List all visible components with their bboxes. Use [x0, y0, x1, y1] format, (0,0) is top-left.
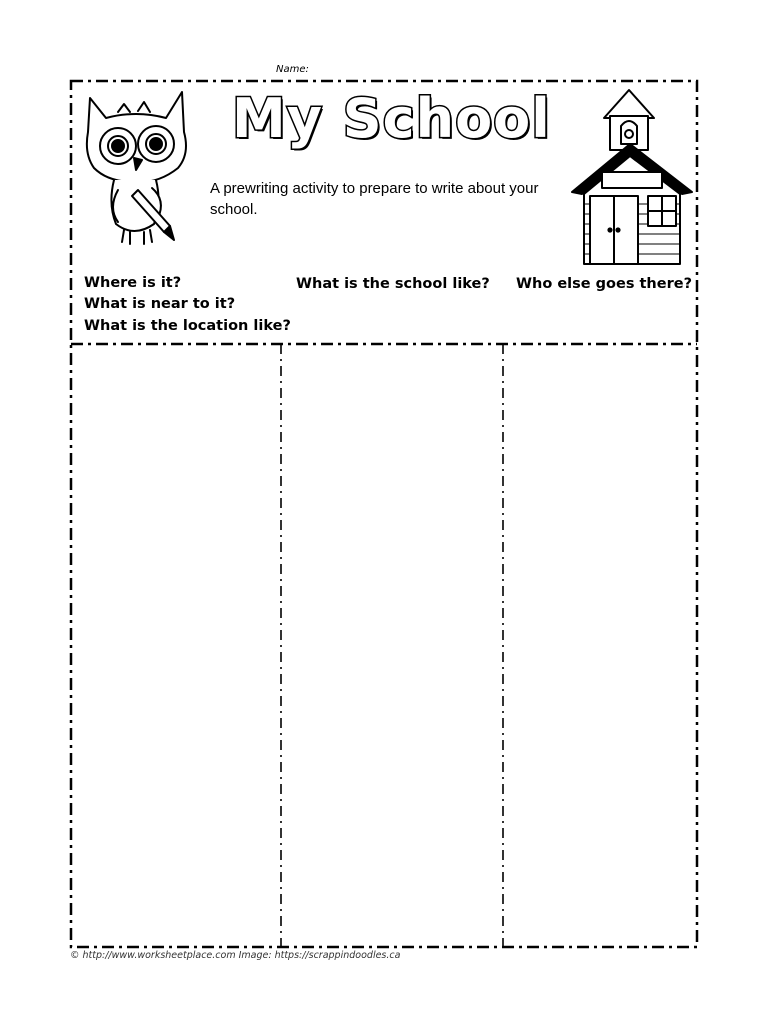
- owl-with-pencil-icon: [78, 84, 196, 248]
- footer-credit: © http://www.worksheetplace.com Image: https://scrappindoodles.ca: [70, 950, 401, 961]
- page-title: My School: [232, 87, 551, 150]
- question-location: What is the location like?: [84, 318, 291, 334]
- schoolhouse-icon: [568, 84, 696, 266]
- subtitle: A prewriting activity to prepare to write about your school.: [210, 180, 539, 218]
- name-label: Name:: [276, 64, 309, 75]
- question-who-else: Who else goes there?: [516, 276, 692, 292]
- question-school-like: What is the school like?: [296, 276, 490, 292]
- question-where: Where is it?: [84, 275, 182, 291]
- question-near: What is near to it?: [84, 296, 236, 312]
